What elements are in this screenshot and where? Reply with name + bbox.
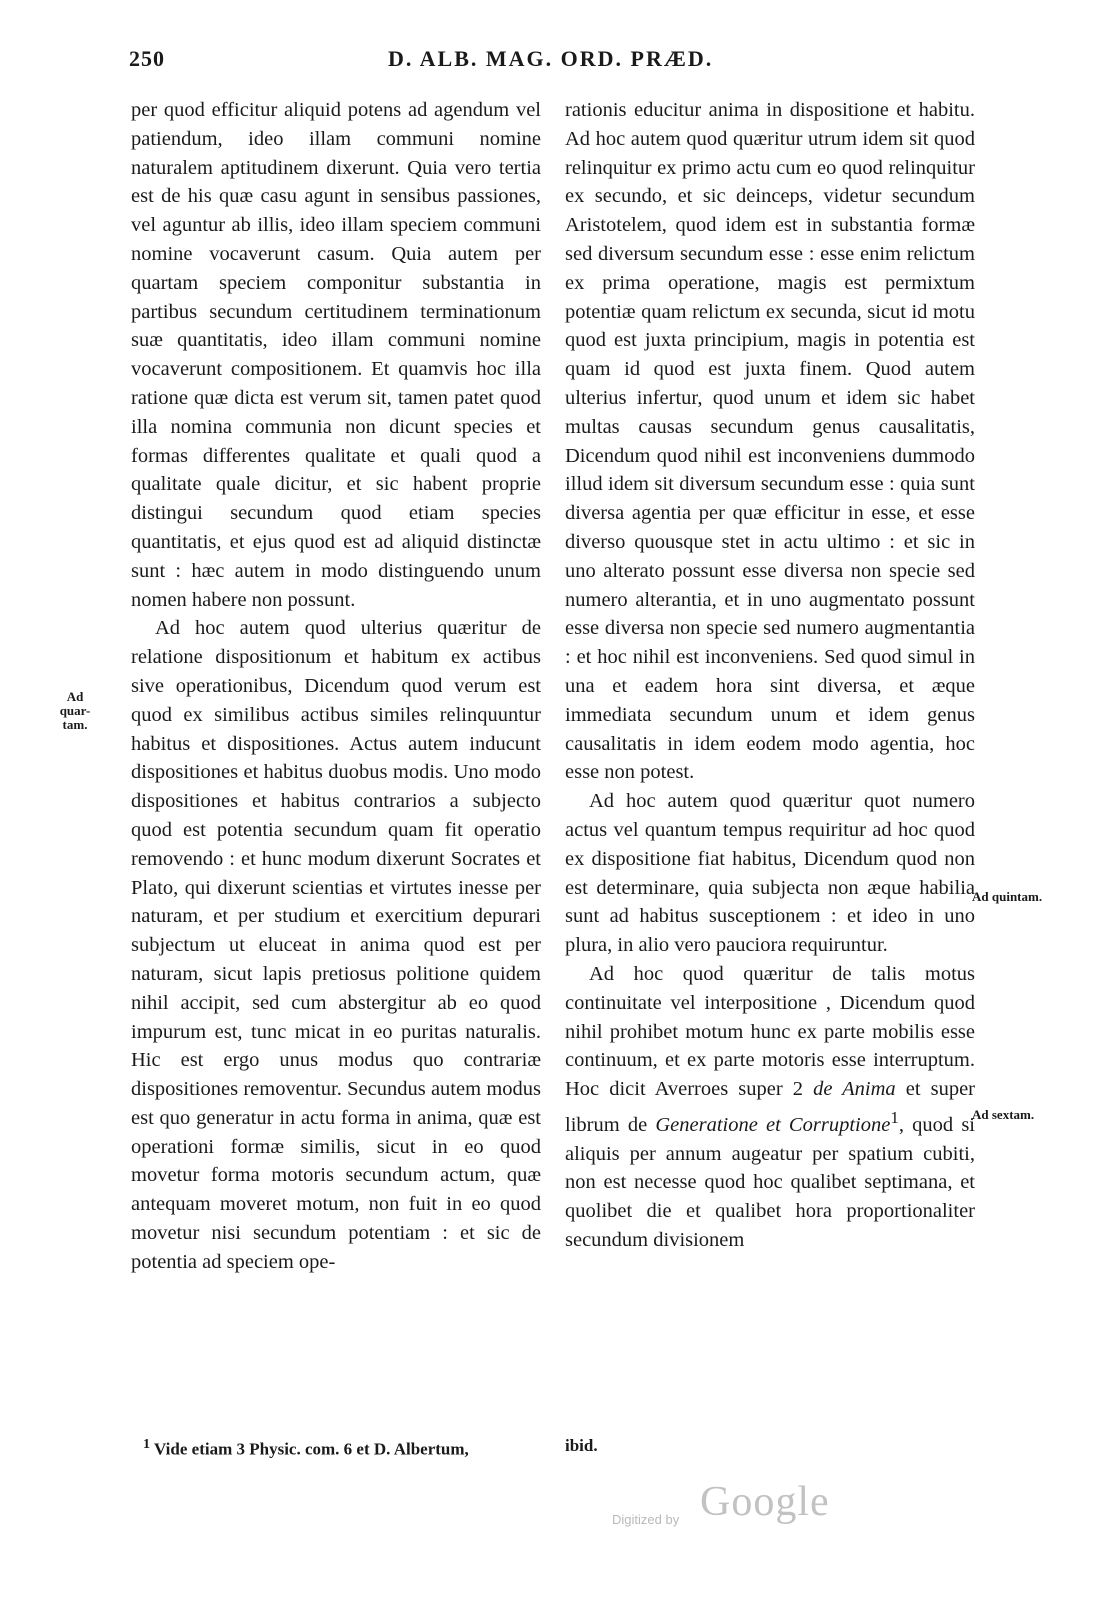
right-paragraph-2: Ad hoc autem quod quæritur quot numero actus vel quantum tempus requiritur ad hoc quod ex dispositione fiat habitus, Dicendum quod non est determinare, quia subjecta non æque habilia sunt ad habitus susceptionem : et ideo in uno plura, in alio vero pauciora requiruntur.	[565, 790, 975, 957]
margin-note-ad-quartam-line-2: tam.	[62, 717, 88, 732]
right-paragraph-1: rationis educitur anima in dispositione et habitu. Ad hoc autem quod quæritur utrum idem sit quod relinquitur ex primo actu cum eo quod relinquitur ex secundo, et sic deinceps, videtur secundum Aristotelem, quod idem est in substantia formæ sed diversum secundum esse : esse enim relictum ex prima operatione, magis est permixtum potentiæ quam relictum ex secunda, sicut id motu quod est juxta principium, magis in potentia est quam id quod est juxta finem. Quod autem ulterius infertur, quod unum et idem sic habet multas causas secundum genus causalitatis, Dicendum quod nihil est inconveniens dummodo illud idem sit diversum secundum esse : quia sunt diversa agentia per quæ efficitur in esse, et esse diverso quousque stet in actu ultimo : et sic in uno alterato possunt esse diversa non specie sed numero alterantia, et in uno augmentato possunt esse diversa non specie sed numero augmentantia : et hoc nihil est inconveniens. Sed quod simul in una et eadem hora sint diversa, et æque immediata secundum unum et idem genus causalitatis in idem eodem modo agentia, hoc esse non potest.	[565, 99, 975, 784]
footnote-left	[143, 1436, 469, 1460]
margin-note-ad-sextam: Ad sextam.	[972, 1107, 1035, 1122]
title-generatione: Generatione et Corruptione	[655, 1113, 891, 1136]
footnote-text-left: Vide etiam 3 Physic. com. 6 et D. Albertum,	[154, 1439, 469, 1459]
digitized-by-text: Digitized by	[612, 1512, 680, 1527]
footnote-reference: 1	[890, 1107, 899, 1127]
running-head: D. ALB. MAG. ORD. PRÆD.	[388, 46, 714, 71]
page-header	[0, 46, 1096, 80]
paragraph-3-text-mid: et super librum de	[565, 1078, 975, 1136]
margin-note-ad-quartam	[52, 690, 98, 732]
page-number: 250	[129, 46, 165, 71]
left-paragraph-1: per quod efficitur aliquid potens ad agendum vel patiendum, ideo illam communi nomine naturalem aptitudinem dixerunt. Quia vero tertia est de his quæ casu agunt in sensibus passiones, vel aguntur ab illis, ideo illam speciem communi nomine vocaverunt casum. Quia autem per quartam speciem componitur substantia in partibus secundum certitudinem terminationum suæ quantitatis, ideo illam communi nomine vocaverunt compositionem. Et quamvis hoc illa ratione quæ dicta est verum sit, tamen patet quod illa nomina communia non dicunt species et formas differentes qualitate et quali quod a qualitate quale dicitur, et sic habent proprie distingui secundum quod etiam species quantitatis, et ejus quod est ad aliquid distinctæ sunt : hæc autem in modo distinguendo unum nomen habere non possunt.	[131, 99, 541, 611]
right-paragraph-3	[565, 960, 975, 1255]
left-column	[131, 96, 541, 1277]
paragraph-3-text-end: , quod si aliquis per annum augeatur per spatium cubiti, non est necesse quod hoc qualibet septimana, et quolibet die et qualibet hora proportionaliter secundum divisionem	[565, 1113, 975, 1251]
footnote-right: ibid.	[565, 1436, 598, 1455]
paragraph-3-text-start: Ad hoc quod quæritur de talis motus continuitate vel interpositione , Dicendum quod nihil prohibet motum hunc ex parte mobilis esse continuum, et ex parte motoris esse interruptum. Hoc dicit Averroes super 2	[565, 962, 975, 1101]
google-logo: Google	[700, 1479, 830, 1525]
right-column	[565, 96, 975, 1255]
title-de-anima: de Anima	[813, 1078, 896, 1101]
margin-note-ad-quintam: Ad quintam.	[972, 889, 1043, 904]
margin-note-ad-quartam-line-1: Ad quar-	[59, 689, 91, 718]
left-paragraph-2: Ad hoc autem quod ulterius quæritur de relatione dispositionum et habitum ex actibus sive operationibus, Dicendum quod verum est quod ex similibus actibus similes relinquuntur habitus et dispositiones. Actus autem inducunt dispositiones et habitus duobus modis. Uno modo dispositiones et habitus contrarios a subjecto quod est potentia secundum quam fit operatio removendo : et hunc modum dixerunt Socrates et Plato, qui dixerunt scientias et virtutes inesse per naturam, et per studium et exercitium depurari subjectum ut eluceat in anima quod est per naturam, sicut lapis pretiosus politione quidem nihil accipit, sed cum abstergitur ab eo quod impurum est, tunc micat in eo puritas naturalis. Hic est ergo unus modus quo contrariæ dispositiones removentur. Secundus autem modus est quo generatur in actu forma in anima, quæ est operationi formæ similis, sicut in eo quod movetur forma motoris secundum actum, quæ antequam moveret motum, non fuit in eo quod movetur nisi secundum potentiam : et sic de potentia ad speciem ope-	[131, 617, 541, 1273]
footnote-marker: 1	[143, 1436, 151, 1452]
